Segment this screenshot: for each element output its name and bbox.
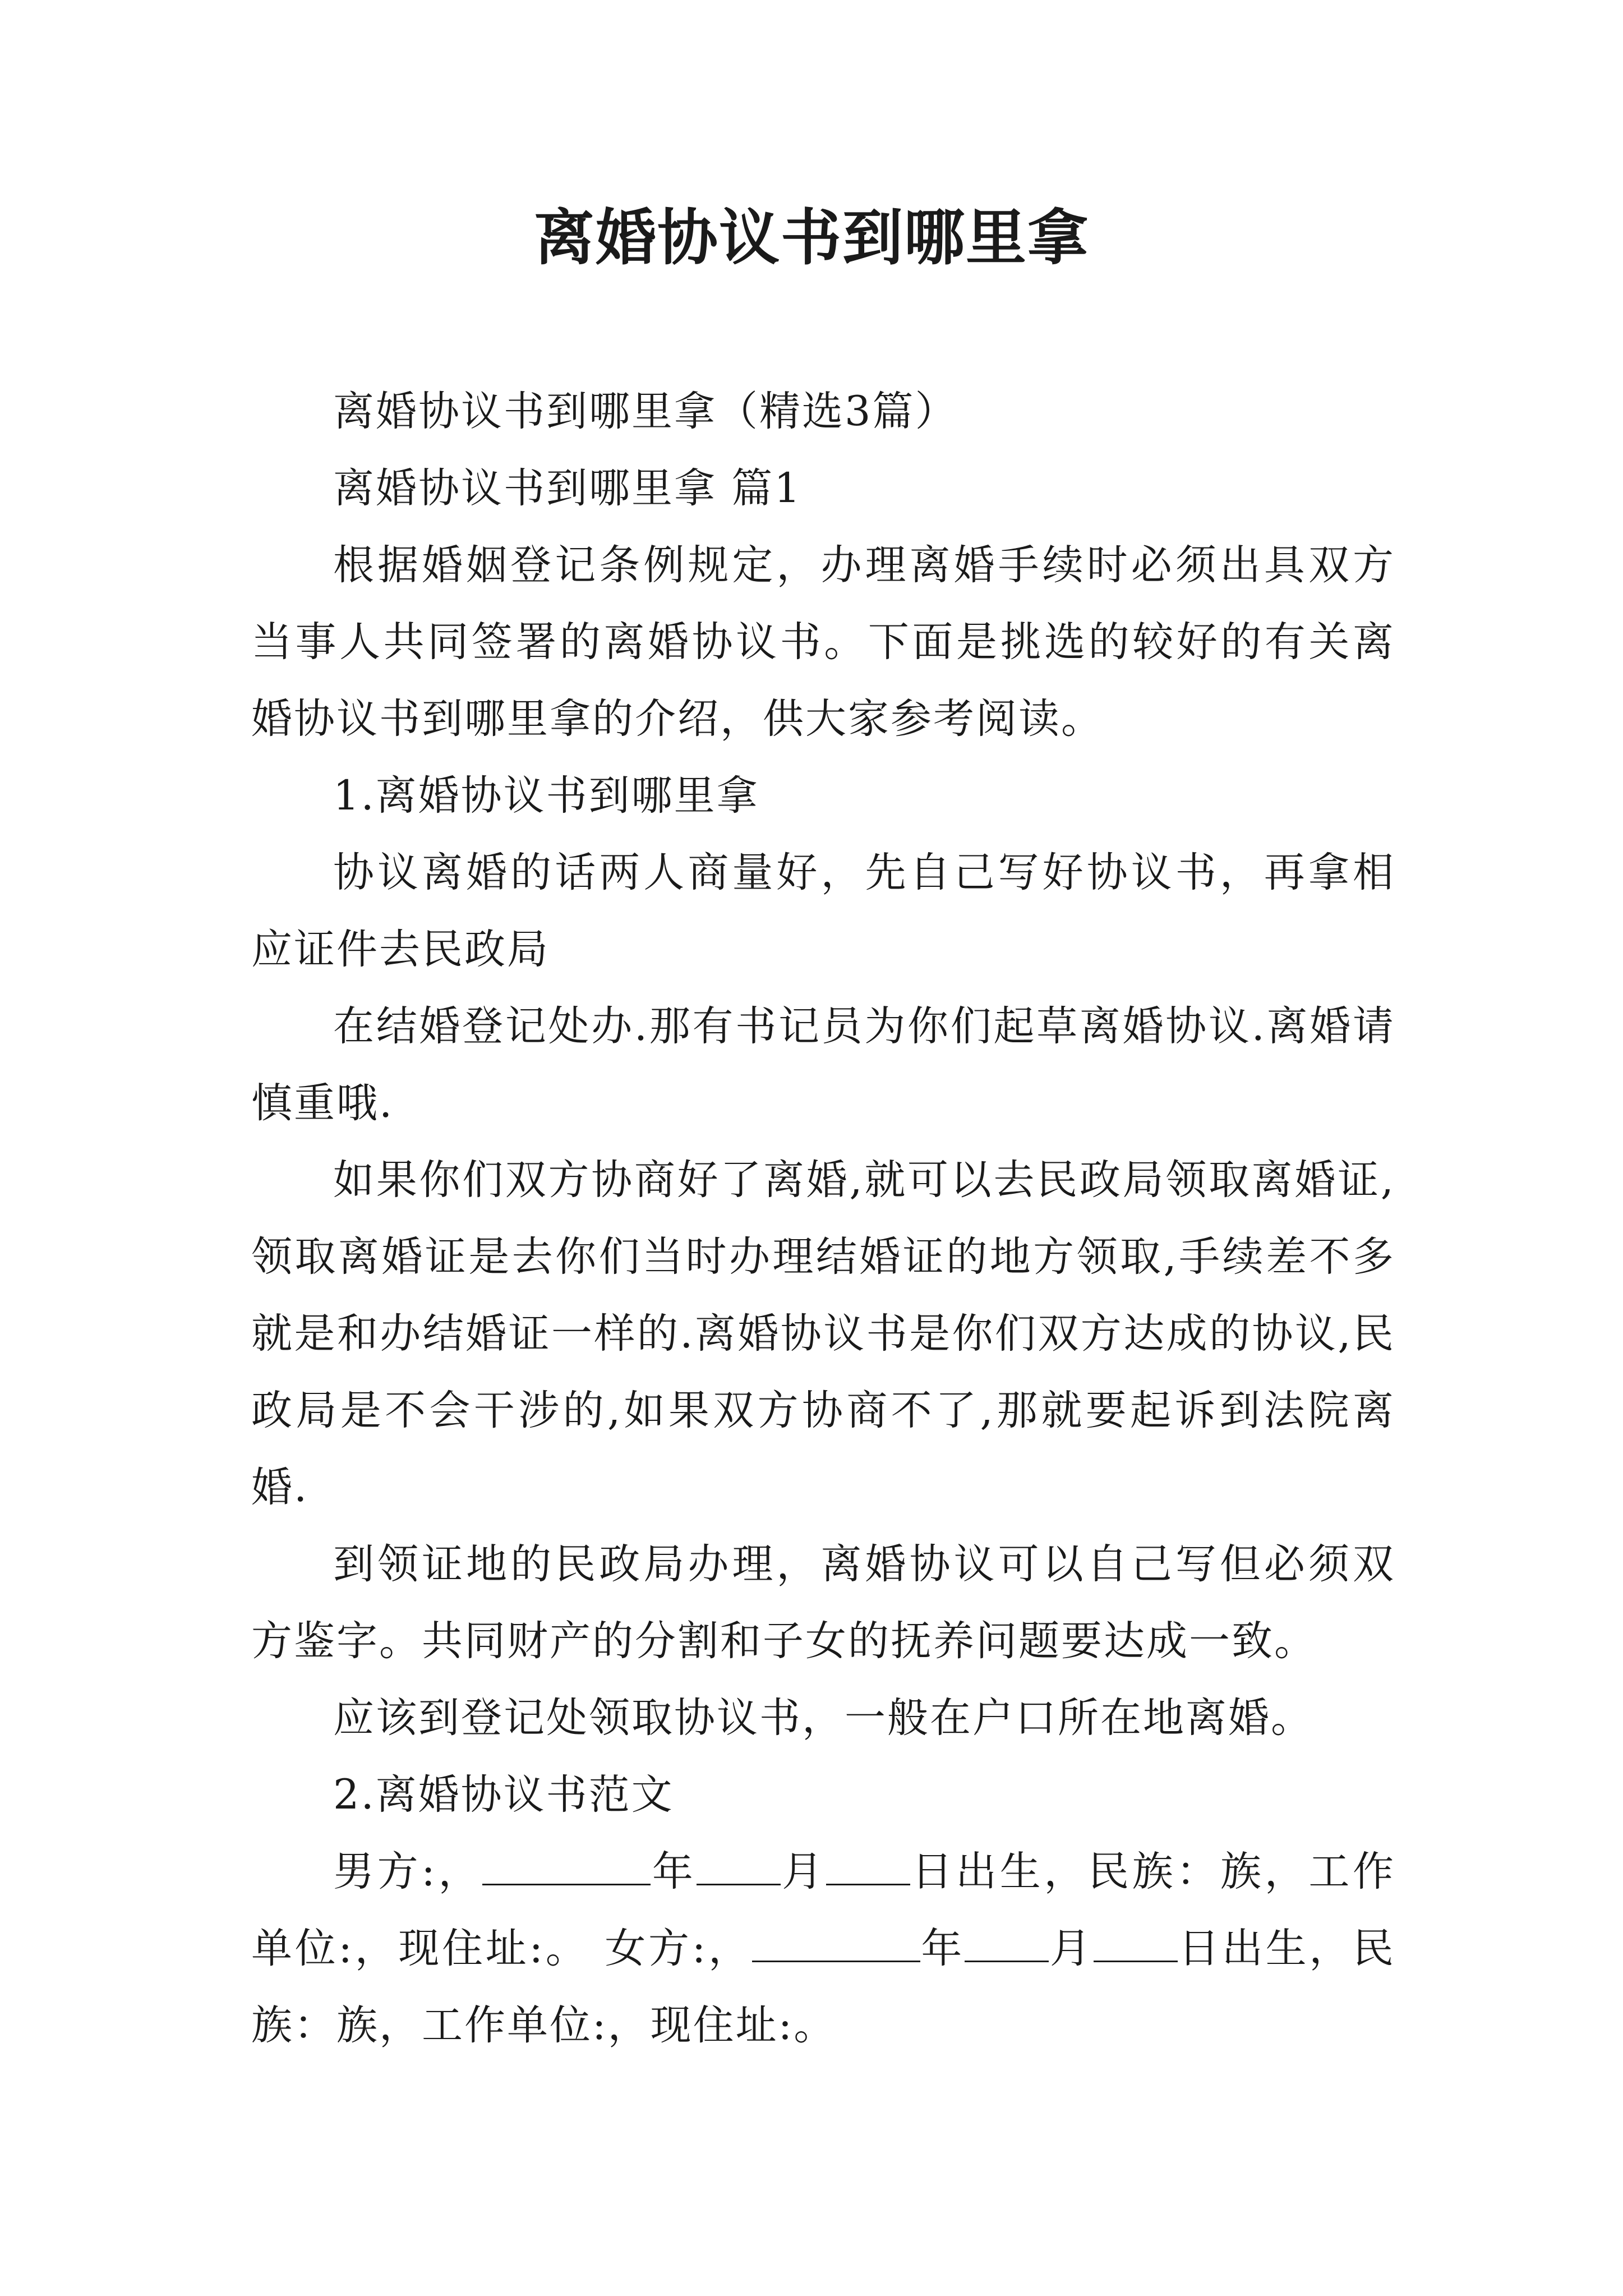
month-label-2: 月 [1049,1925,1094,1972]
paragraph-intro: 离婚协议书到哪里拿（精选3篇） [333,388,958,435]
female-label: 女方:， [589,1925,752,1972]
year-blank-2 [752,1926,920,1962]
paragraph-agreement: 协议离婚的话两人商量好，先自己写好协议书，再拿相应证件去民政局 [251,849,1395,973]
male-label: 男方:， [333,1848,483,1895]
day-blank [826,1849,910,1885]
day-blank-2 [1094,1926,1178,1962]
paragraph-civil-affairs: 如果你们双方协商好了离婚,就可以去民政局领取离婚证,领取离婚证是去你们当时办理结婚证的地方领取,手续差不多就是和办结婚证一样的.离婚协议书是你们双方达成的协议,民政局是不会干涉的,如果双方协商不了,那就要起诉到法院离婚. [251,1156,1395,1511]
paragraph-subheading-1: 1.离婚协议书到哪里拿 [333,772,759,820]
paragraph-subheading-2: 2.离婚协议书范文 [333,1771,674,1819]
document-title: 离婚协议书到哪里拿 [533,203,1089,273]
paragraph-local-office: 到领证地的民政局办理，离婚协议可以自己写但必须双方鉴字。共同财产的分割和子女的抚养问题要达成一致。 [251,1540,1395,1665]
paragraph-household: 应该到登记处领取协议书，一般在户口所在地离婚。 [333,1694,1313,1742]
year-label-2: 年 [920,1925,965,1972]
paragraph-section-heading: 离婚协议书到哪里拿 篇1 [333,464,802,512]
female-details: 日出生，民族：族，工作单位:，现住址:。 [251,1925,1395,2049]
paragraph-registry: 在结婚登记处办.那有书记员为你们起草离婚协议.离婚请慎重哦. [251,1002,1395,1127]
document-body [251,373,1395,2064]
paragraph-regulation: 根据婚姻登记条例规定，办理离婚手续时必须出具双方当事人共同签署的离婚协议书。下面是挑选的较好的有关离婚协议书到哪里拿的介绍，供大家参考阅读。 [251,541,1395,743]
month-label: 月 [780,1848,826,1895]
year-blank [482,1849,651,1885]
male-details: 日出生，民族：族，工作单位:，现住址:。 [251,1848,1396,1972]
month-blank-2 [965,1926,1049,1962]
paragraph-form-fields [251,1833,1395,2064]
month-blank [697,1849,781,1885]
year-label: 年 [651,1848,697,1895]
